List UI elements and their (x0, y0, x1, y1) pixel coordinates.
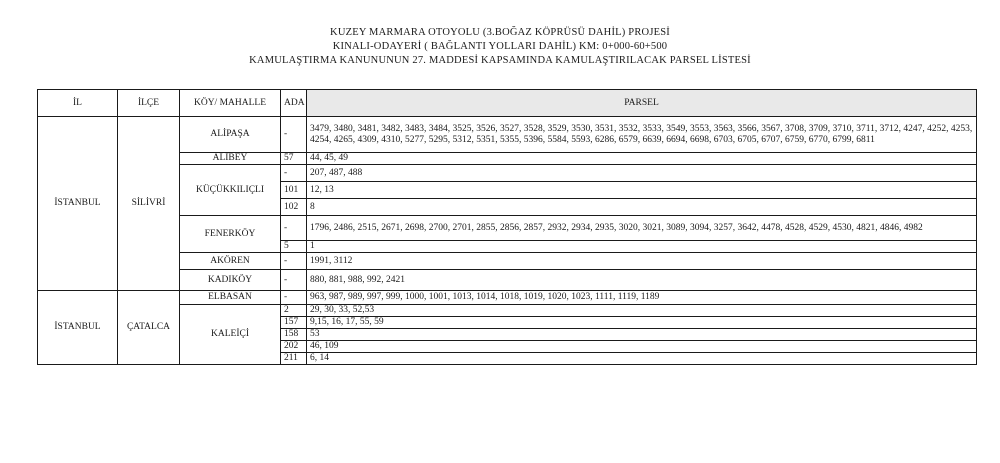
ada-cell: - (281, 253, 307, 270)
ada-cell: 57 (281, 153, 307, 165)
header-section-title: KINALI-ODAYERİ ( BAĞLANTI YOLLARI DAHİL) KM: 0+000-60+500 (332, 41, 668, 52)
koy-cell: AKÖREN (180, 253, 281, 270)
silivri-group (38, 117, 977, 291)
ada-cell: 202 (281, 341, 307, 353)
parsel-cell: 46, 109 (307, 341, 977, 353)
parsel-cell: 53 (307, 329, 977, 341)
ada-cell: 101 (281, 182, 307, 199)
koy-cell: ALİPAŞA (180, 117, 281, 153)
parsel-cell: 880, 881, 988, 992, 2421 (307, 270, 977, 291)
table-row (38, 291, 977, 305)
parcel-table (37, 89, 977, 365)
document-header (0, 26, 1000, 68)
koy-cell: KÜÇÜKKILIÇLI (180, 165, 281, 216)
ada-cell: - (281, 117, 307, 153)
ada-cell: 102 (281, 199, 307, 216)
ada-cell: 5 (281, 241, 307, 253)
header-list-title: KAMULAŞTIRMA KANUNUNUN 27. MADDESİ KAPSAMINDA KAMULAŞTIRILACAK PARSEL LİSTESİ (249, 55, 751, 66)
parsel-cell: 1991, 3112 (307, 253, 977, 270)
column-header-il: İL (38, 90, 118, 117)
ada-cell: - (281, 165, 307, 182)
ilce-cell: ÇATALCA (118, 291, 180, 365)
ada-cell: 2 (281, 305, 307, 317)
catalca-group (38, 291, 977, 365)
table-header-row (38, 90, 977, 117)
header-project-title: KUZEY MARMARA OTOYOLU (3.BOĞAZ KÖPRÜSÜ DAHİL) PROJESİ (330, 27, 670, 38)
il-cell: İSTANBUL (38, 117, 118, 291)
parsel-cell: 1 (307, 241, 977, 253)
koy-cell: ELBASAN (180, 291, 281, 305)
column-header-parsel: PARSEL (307, 90, 977, 117)
parsel-cell: 44, 45, 49 (307, 153, 977, 165)
column-header-ilce: İLÇE (118, 90, 180, 117)
ada-cell: 158 (281, 329, 307, 341)
parsel-cell: 1796, 2486, 2515, 2671, 2698, 2700, 2701, 2855, 2856, 2857, 2932, 2934, 2935, 3020, 3021, 3089, 3094, 3257, 3642, 4478, 4528, 4529, 4530, 4821, 4846, 4982 (307, 216, 977, 241)
parsel-cell: 12, 13 (307, 182, 977, 199)
parsel-cell: 9,15, 16, 17, 55, 59 (307, 317, 977, 329)
parsel-cell: 207, 487, 488 (307, 165, 977, 182)
koy-cell: KADIKÖY (180, 270, 281, 291)
ada-cell: - (281, 216, 307, 241)
parsel-cell: 6, 14 (307, 353, 977, 365)
ada-cell: 211 (281, 353, 307, 365)
parsel-cell: 963, 987, 989, 997, 999, 1000, 1001, 1013, 1014, 1018, 1019, 1020, 1023, 1111, 1119, 1189 (307, 291, 977, 305)
parsel-cell: 8 (307, 199, 977, 216)
ilce-cell: SİLİVRİ (118, 117, 180, 291)
il-cell: İSTANBUL (38, 291, 118, 365)
table-row (38, 117, 977, 153)
column-header-ada: ADA (281, 90, 307, 117)
koy-cell: ALİBEY (180, 153, 281, 165)
ada-cell: - (281, 291, 307, 305)
parsel-cell: 3479, 3480, 3481, 3482, 3483, 3484, 3525, 3526, 3527, 3528, 3529, 3530, 3531, 3532, 3533, 3549, 3553, 3563, 3566, 3567, 3708, 3709, 3710, 3711, 3712, 4247, 4252, 4253, 4254, 4265, 4309, 4310, 5277, 5295, 5312, 5351, 5355, 5396, 5584, 5593, 6286, 6579, 6639, 6694, 6698, 6703, 6705, 6707, 6759, 6770, 6799, 6811 (307, 117, 977, 153)
ada-cell: - (281, 270, 307, 291)
column-header-koy: KÖY/ MAHALLE (180, 90, 281, 117)
koy-cell: KALEİÇİ (180, 305, 281, 365)
koy-cell: FENERKÖY (180, 216, 281, 253)
parsel-cell: 29, 30, 33, 52,53 (307, 305, 977, 317)
ada-cell: 157 (281, 317, 307, 329)
